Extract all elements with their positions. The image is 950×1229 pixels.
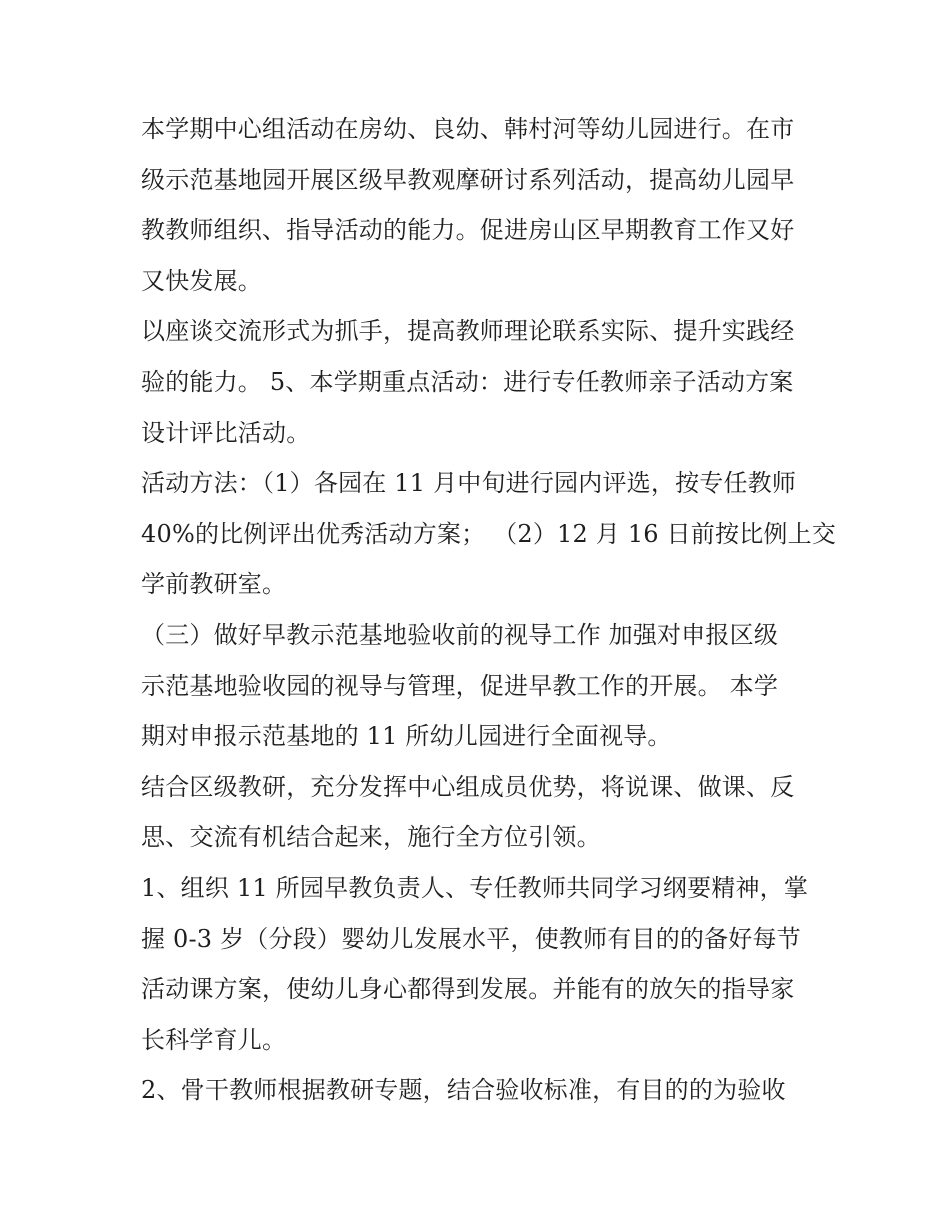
text-line: 2、骨干教师根据教研专题，结合验收标准，有目的的为验收 [141,1076,786,1105]
text-line: 40%的比例评出优秀活动方案； （2）12 月 16 日前按比例上交 [141,519,837,548]
text-line: 级示范基地园开展区级早教观摩研讨系列活动，提高幼儿园早 [141,165,795,194]
text-line: 1、组织 11 所园早教负责人、专任教师共同学习纲要精神，掌 [141,873,809,902]
text-line: 握 0-3 岁（分段）婴幼儿发展水平，使教师有目的的备好每节 [141,924,801,953]
text-line: 教教师组织、指导活动的能力。促进房山区早期教育工作又好 [141,216,795,245]
document-body [141,109,837,1121]
text-line: 设计评比活动。 [141,418,311,447]
text-line: 以座谈交流形式为抓手，提高教师理论联系实际、提升实践经 [141,317,795,346]
text-line: 期对申报示范基地的 11 所幼儿园进行全面视导。 [141,722,672,751]
text-line: 活动课方案，使幼儿身心都得到发展。并能有的放矢的指导家 [141,975,795,1004]
text-line: 活动方法：（1）各园在 11 月中旬进行园内评选，按专任教师 [141,469,797,498]
text-line: 长科学育儿。 [141,1025,287,1054]
text-line: 思、交流有机结合起来，施行全方位引领。 [141,823,601,852]
text-line: （三）做好早教示范基地验收前的视导工作 加强对申报区级 [141,620,779,649]
text-line: 验的能力。 5、本学期重点活动：进行专任教师亲子活动方案 [141,367,794,396]
text-line: 结合区级教研，充分发挥中心组成员优势，将说课、做课、反 [141,772,795,801]
text-line: 又快发展。 [141,266,262,295]
text-line: 示范基地验收园的视导与管理，促进早教工作的开展。 本学 [141,671,779,700]
text-line: 本学期中心组活动在房幼、良幼、韩村河等幼儿园进行。在市 [141,115,795,143]
text-line: 学前教研室。 [141,570,287,599]
